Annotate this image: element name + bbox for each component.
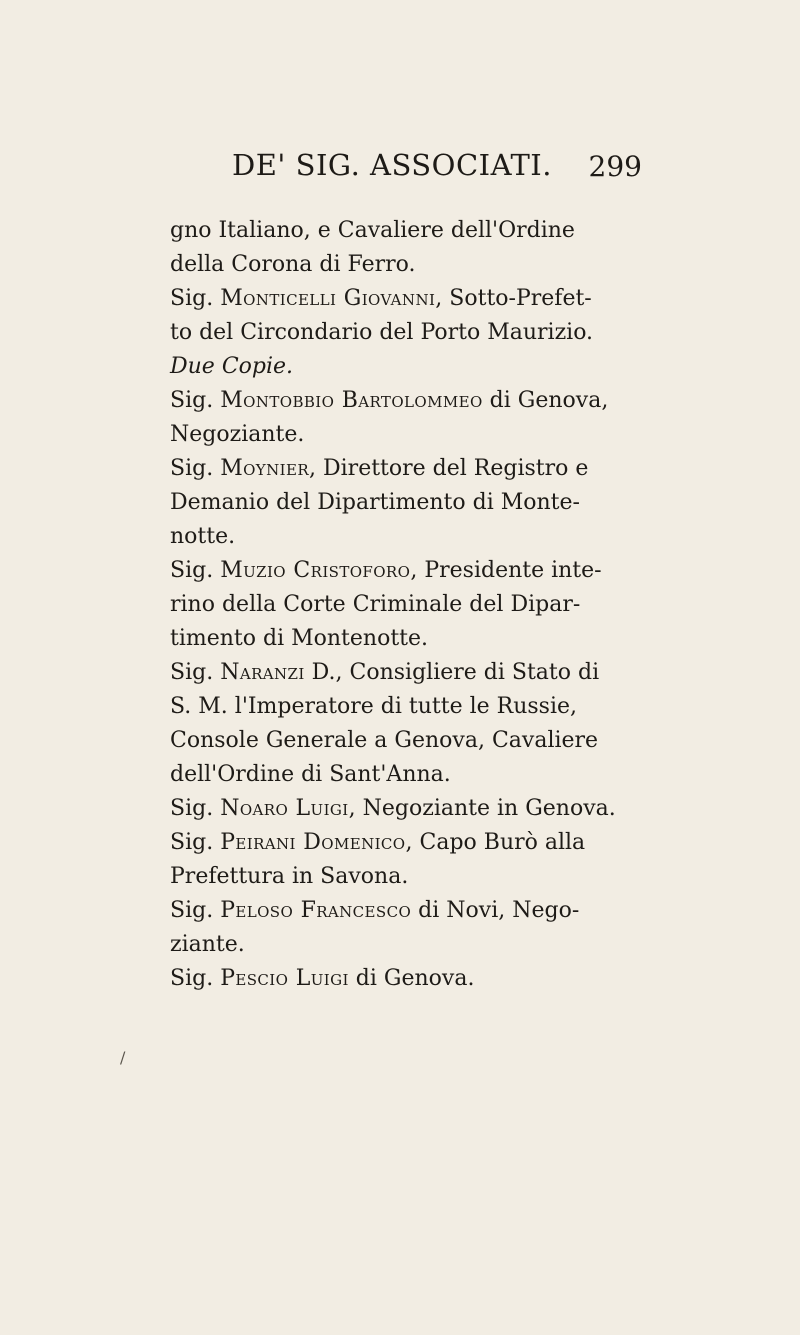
text-segment: della Corona di Ferro. [170, 252, 416, 277]
running-head [232, 148, 642, 188]
text-line [170, 554, 700, 588]
text-line [170, 282, 700, 316]
text-line [170, 928, 700, 962]
subscriber-name: Naranzi [220, 660, 305, 685]
text-segment: , Presidente inte- [410, 558, 602, 583]
text-segment: Sig. [170, 966, 221, 991]
running-title: DE' SIG. ASSOCIATI. [232, 148, 552, 182]
text-line [170, 894, 700, 928]
note-text: Due Copie. [170, 354, 294, 379]
pencil-mark: / [120, 1048, 126, 1067]
subscriber-entry [170, 792, 700, 826]
page-number: 299 [588, 150, 642, 183]
subscriber-name: Pescio Luigi [220, 966, 349, 991]
subscriber-name: Peirani Domenico [220, 830, 406, 855]
text-segment: rino della Corte Criminale del Dipar- [170, 592, 581, 617]
subscriber-name: Monticelli Giovanni [220, 286, 436, 311]
subscriber-entry [170, 962, 700, 996]
text-segment: di Novi, Nego- [411, 898, 580, 923]
text-line [170, 758, 700, 792]
text-segment: ziante. [170, 932, 245, 957]
text-line [170, 350, 700, 384]
text-segment: , Negoziante in Genova. [348, 796, 616, 821]
text-segment: timento di Montenotte. [170, 626, 429, 651]
text-segment: Sig. [170, 660, 221, 685]
subscriber-entry [170, 282, 700, 384]
text-segment: Sig. [170, 830, 221, 855]
text-segment: Sig. [170, 388, 221, 413]
text-segment: di Genova, [482, 388, 609, 413]
subscriber-list [170, 214, 700, 996]
text-segment: D., Consigliere di Stato di [304, 660, 600, 685]
subscriber-name: Montobbio Bartolommeo [220, 388, 483, 413]
subscriber-name: Peloso Francesco [220, 898, 412, 923]
text-segment: Sig. [170, 558, 221, 583]
text-segment: to del Circondario del Porto Maurizio. [170, 320, 594, 345]
subscriber-entry [170, 452, 700, 554]
text-line [170, 588, 700, 622]
text-line [170, 860, 700, 894]
text-line [170, 826, 700, 860]
text-line [170, 418, 700, 452]
text-line [170, 962, 700, 996]
subscriber-entry [170, 384, 700, 452]
text-segment: gno Italiano, e Cavaliere dell'Ordine [170, 218, 575, 243]
subscriber-name: Noaro Luigi [220, 796, 349, 821]
text-line [170, 384, 700, 418]
subscriber-entry [170, 214, 700, 282]
text-segment: S. M. l'Imperatore di tutte le Russie, [170, 694, 577, 719]
subscriber-name: Moynier [220, 456, 310, 481]
text-segment: , Sotto-Prefet- [435, 286, 592, 311]
text-line [170, 486, 700, 520]
text-line [170, 452, 700, 486]
subscriber-entry [170, 894, 700, 962]
text-line [170, 792, 700, 826]
text-segment: Demanio del Dipartimento di Monte- [170, 490, 580, 515]
text-segment: Sig. [170, 898, 221, 923]
text-segment: Sig. [170, 796, 221, 821]
text-segment: Sig. [170, 286, 221, 311]
subscriber-entry [170, 656, 700, 792]
text-segment: , Capo Burò alla [405, 830, 586, 855]
subscriber-entry [170, 554, 700, 656]
text-segment: Prefettura in Savona. [170, 864, 409, 889]
text-segment: Negoziante. [170, 422, 305, 447]
text-line [170, 622, 700, 656]
subscriber-entry [170, 826, 700, 894]
text-segment: di Genova. [348, 966, 475, 991]
text-segment: dell'Ordine di Sant'Anna. [170, 762, 451, 787]
text-segment: Sig. [170, 456, 221, 481]
text-segment: , Direttore del Registro e [309, 456, 589, 481]
text-segment: notte. [170, 524, 236, 549]
text-line [170, 248, 700, 282]
text-line [170, 690, 700, 724]
text-line [170, 316, 700, 350]
text-segment: Console Generale a Genova, Cavaliere [170, 728, 599, 753]
text-line [170, 656, 700, 690]
text-line [170, 520, 700, 554]
text-line [170, 724, 700, 758]
text-line [170, 214, 700, 248]
subscriber-name: Muzio Cristoforo [220, 558, 411, 583]
